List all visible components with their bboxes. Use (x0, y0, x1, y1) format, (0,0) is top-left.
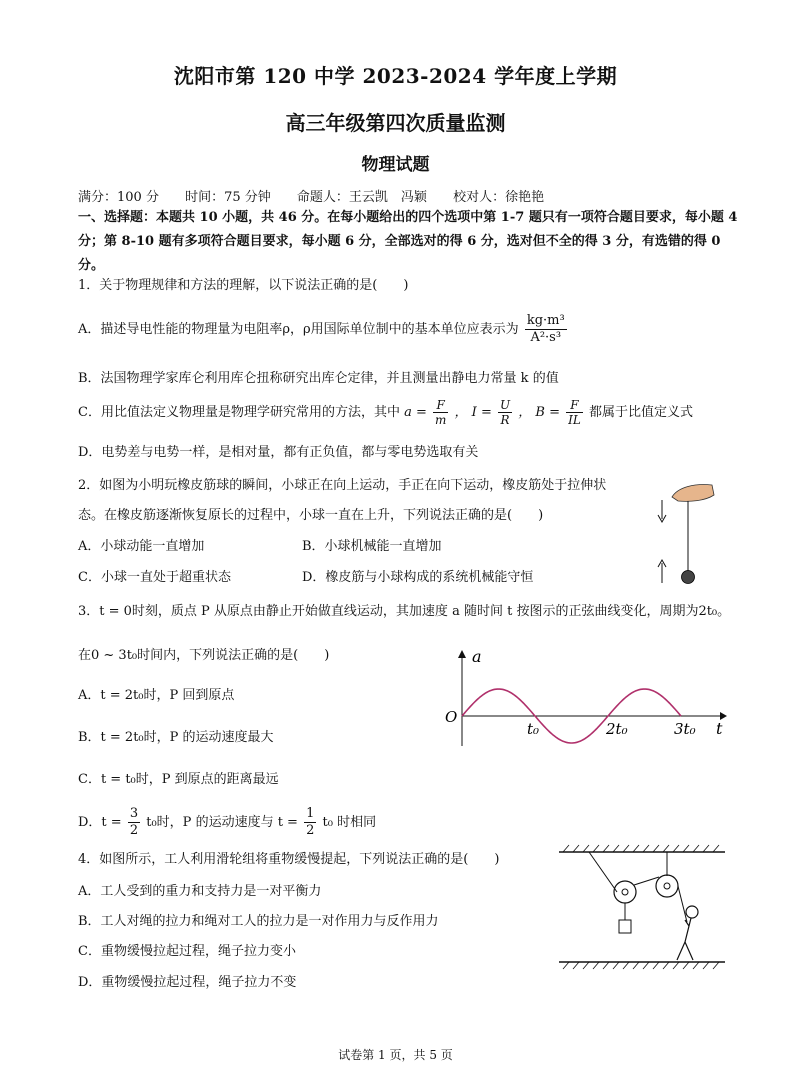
q2-stem-line2: 态。在橡皮筋逐渐恢复原长的过程中，小球一直在上升，下列说法正确的是( ) (78, 508, 544, 523)
q4-pulley-figure (555, 840, 730, 975)
q1-c-f1-num: F (433, 398, 448, 413)
q1-option-d: D．电势差与电势一样，是相对量，都有正负值，都与零电势选取有关 (78, 445, 479, 460)
origin-label: O (445, 708, 458, 726)
q2-option-d: D．橡皮筋与小球构成的系统机械能守恒 (302, 570, 534, 585)
movable-pulley-icon (614, 881, 636, 903)
fixed-pulley-icon (656, 875, 678, 897)
q3-option-a: A．t = 2t₀时，P 回到原点 (78, 688, 235, 703)
ground-hatch (563, 962, 719, 969)
fixed-pulley-axle (664, 883, 670, 889)
movable-pulley-axle (622, 889, 628, 895)
exam-time: 时间：75 分钟 (185, 190, 271, 205)
q2-option-a: A．小球动能一直增加 (78, 539, 205, 554)
q1-c-f2-den: R (500, 413, 510, 427)
q1-c-f2 (498, 398, 512, 427)
page-footer: 试卷第 1 页，共 5 页 (338, 1048, 453, 1062)
y-axis-arrow-icon (458, 650, 466, 658)
y-axis-label: a (472, 647, 482, 666)
section-instructions: 一、选择题：本题共 10 小题，共 46 分。在每小题给出的四个选项中第 1-7 题只有一项符合题目要求，每小题 4 分；第 8-10 题有多项符合题目要求，每小题 6 分，全部选对的得 6 分，选对但不全的得 3 分，有选错的得 0 分。 (78, 210, 738, 273)
q3-sine-graph (438, 642, 738, 752)
q1-option-a (78, 313, 569, 346)
rope-left (589, 852, 617, 892)
q1-c-f1 (433, 398, 448, 427)
q1-option-b: B．法国物理学家库仑利用库仑扭称研究出库仑定律，并且测量出静电力常量 k 的值 (78, 371, 559, 386)
q1-c-f2-lhs: ， I = (454, 405, 492, 420)
q4-option-b: B．工人对绳的拉力和绳对工人的拉力是一对作用力与反作用力 (78, 914, 439, 929)
q2-option-c: C．小球一直处于超重状态 (78, 570, 231, 585)
q1-c-tail: 都属于比值定义式 (588, 405, 693, 420)
q3-d-frac2-num: 1 (306, 806, 315, 821)
rope-middle (634, 877, 659, 885)
q1-c-f3-den: IL (568, 413, 581, 427)
q3-option-c: C．t = t₀时，P 到原点的距离最远 (78, 772, 279, 787)
weight-block-icon (619, 920, 631, 933)
q3-d-frac1 (128, 806, 140, 839)
q3-d-tail: t₀ 时相同 (322, 815, 377, 830)
q1-c-f3-num: F (566, 398, 583, 413)
q4-option-a: A．工人受到的重力和支持力是一对平衡力 (78, 884, 322, 899)
ball-icon (682, 571, 695, 584)
q3-option-d (78, 806, 376, 839)
worker-icon (677, 906, 698, 960)
q4-stem: 4．如图所示，工人利用滑轮组将重物缓慢提起，下列说法正确的是( ) (78, 852, 500, 867)
q4-option-c: C．重物缓慢拉起过程，绳子拉力变小 (78, 944, 296, 959)
q4-option-d: D．重物缓慢拉起过程，绳子拉力不变 (78, 975, 297, 990)
q1-option-c (78, 398, 693, 427)
q1-stem: 1．关于物理规律和方法的理解，以下说法正确的是( ) (78, 278, 409, 293)
rope-to-worker (678, 886, 687, 922)
q1-c-f2-num: U (499, 398, 511, 412)
q2-stem-line1: 2．如图为小明玩橡皮筋球的瞬间，小球正在向上运动，手正在向下运动，橡皮筋处于拉伸状 (78, 478, 607, 493)
q2-ball-figure (650, 475, 720, 590)
q3-d-frac1-num: 3 (129, 806, 139, 821)
q1-c-f1-lhs: a = (404, 405, 427, 420)
q1-a-text: A．描述导电性能的物理量为电阻率ρ，ρ用国际单位制中的基本单位应表示为 (78, 322, 519, 337)
x-axis-label: t (716, 719, 723, 738)
q2-option-b: B．小球机械能一直增加 (302, 539, 442, 554)
q3-stem-line1: 3．t = 0时刻，质点 P 从原点由静止开始做直线运动，其加速度 a 随时间 t 按图示的正弦曲线变化，周期为2t₀。 (78, 604, 731, 619)
q3-d-frac1-den: 2 (129, 823, 139, 838)
school-title: 沈阳市第 120 中学 2023-2024 学年度上学期 (173, 64, 618, 88)
ceiling-hatch (563, 845, 719, 852)
tick-2t0: 2t₀ (606, 720, 628, 738)
grade-title: 高三年级第四次质量监测 (285, 111, 506, 135)
q1-c-f3-lhs: ， B = (518, 405, 560, 420)
question-author: 命题人：王云凯 冯颖 (296, 190, 427, 205)
q3-d-mid: t₀时，P 的运动速度与 t = (146, 815, 298, 830)
q1-a-unit-num: kg·m³ (526, 313, 565, 328)
tick-t0: t₀ (527, 720, 540, 738)
q3-stem-line2: 在0 ~ 3t₀时间内，下列说法正确的是( ) (78, 648, 330, 663)
q1-c-f1-den: m (435, 413, 447, 427)
q3-d-frac2-den: 2 (306, 823, 315, 838)
q1-a-unit (525, 313, 567, 346)
q1-c-f3 (566, 398, 583, 427)
exam-meta (78, 186, 566, 205)
q3-d-pre: D．t = (78, 815, 122, 830)
q3-d-frac2 (304, 806, 316, 839)
hand-icon (672, 485, 714, 502)
proofreader: 校对人：徐艳艳 (453, 190, 545, 205)
q3-option-b: B．t = 2t₀时，P 的运动速度最大 (78, 730, 274, 745)
q1-c-text: C．用比值法定义物理量是物理学研究常用的方法，其中 (78, 405, 400, 420)
q1-a-unit-den: A²·s³ (530, 330, 562, 345)
full-score: 满分：100 分 (78, 190, 159, 205)
subject-title: 物理试题 (361, 155, 430, 175)
tick-3t0: 3t₀ (674, 720, 696, 738)
